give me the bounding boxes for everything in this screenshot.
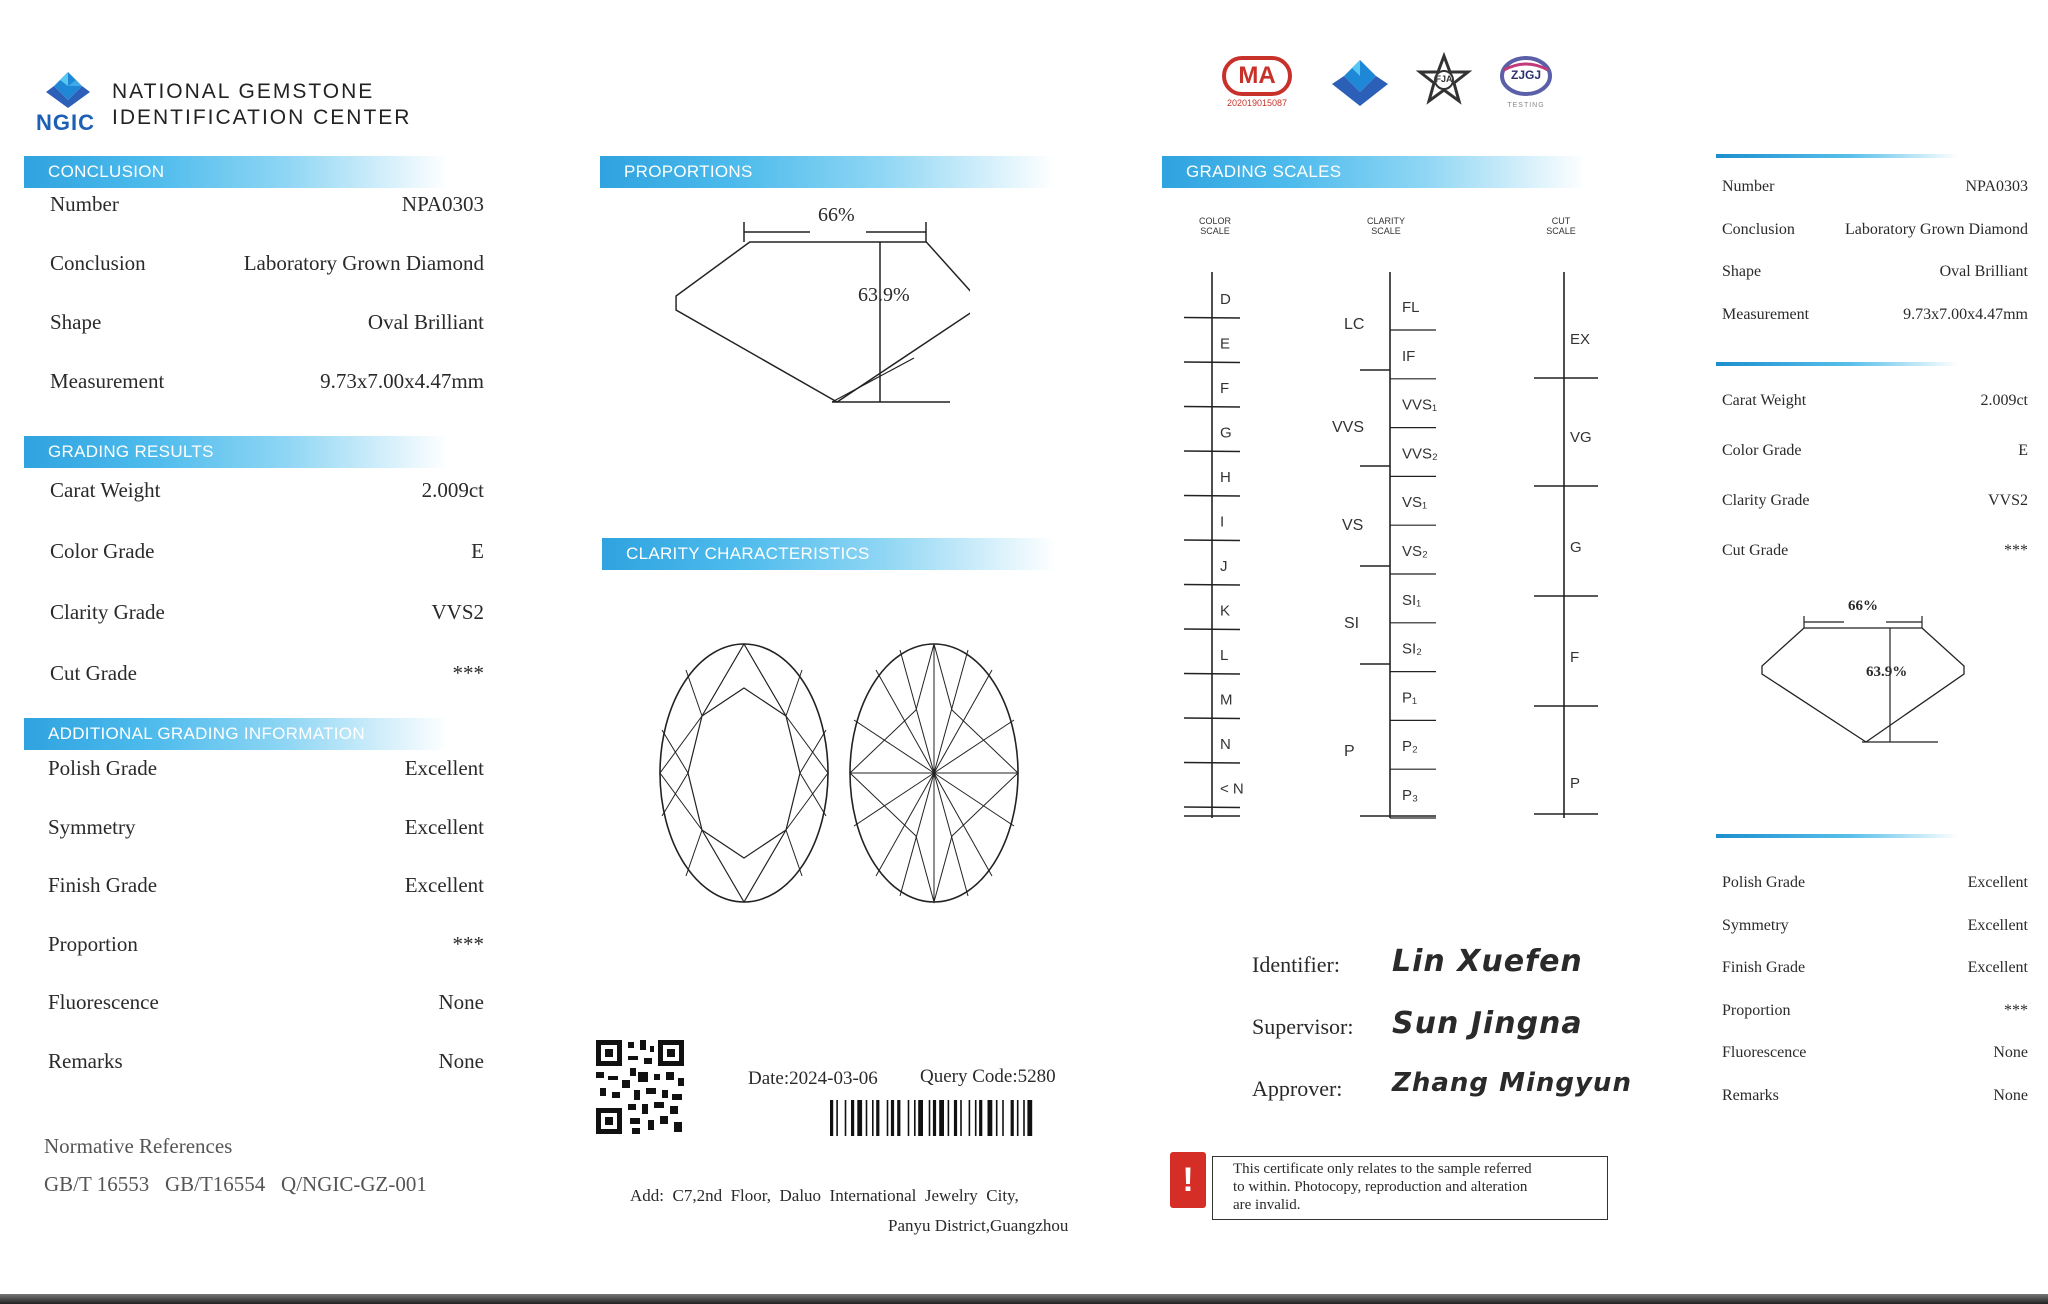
additional-row — [48, 756, 484, 781]
summary-rule-3 — [1716, 834, 1958, 838]
cut-grade-label: F — [1570, 649, 1580, 666]
issue-date: Date:2024-03-06 — [748, 1068, 878, 1089]
signature-role: Identifier: — [1252, 952, 1340, 977]
summary-rule-1 — [1716, 154, 1958, 158]
barcode-bar — [876, 1100, 879, 1136]
conclusion-label: Measurement — [50, 369, 165, 393]
clarity-grade-label: P₃ — [1402, 787, 1419, 804]
color-scale-title — [1190, 216, 1240, 236]
cut-grade-label: VG — [1570, 429, 1592, 446]
summary-grading-value: 2.009ct — [1980, 392, 2028, 409]
qr-code[interactable] — [594, 1038, 686, 1136]
barcode-bar — [975, 1100, 977, 1136]
summary-grading-label: Cut Grade — [1722, 542, 1789, 559]
clarity-scale-title-line2: SCALE — [1371, 226, 1401, 236]
clarity-scale-title — [1356, 216, 1416, 236]
color-scale-tick — [1184, 496, 1240, 497]
barcode-bar — [845, 1100, 847, 1136]
clarity-characteristics-heading: CLARITY CHARACTERISTICS — [602, 538, 1056, 570]
clarity-grade-label: FL — [1402, 299, 1420, 316]
additional-row — [48, 873, 484, 898]
cut-grade-label: EX — [1570, 331, 1591, 348]
cut-scale-title-line1: CUT — [1551, 216, 1571, 226]
color-grade-label: < N — [1220, 780, 1244, 798]
barcode-bar — [948, 1100, 950, 1136]
summary-grading-row — [1722, 542, 2028, 560]
barcode-bar — [933, 1100, 936, 1136]
summary-conclusion-label: Shape — [1722, 263, 1762, 280]
grading-scales-svg — [1170, 266, 1610, 826]
summary-additional-label: Proportion — [1722, 1001, 1791, 1019]
clarity-group-label: P — [1344, 743, 1355, 760]
summary-conclusion-label: Number — [1722, 178, 1775, 195]
barcode-bar — [836, 1100, 838, 1136]
clarity-grade-label: P₁ — [1402, 689, 1418, 707]
proportion-profile-icon — [1758, 602, 1968, 752]
summary-additional-label: Finish Grade — [1722, 959, 1806, 976]
clarity-grade-label: P₂ — [1402, 738, 1418, 756]
notice-line3: are invalid. — [1233, 1197, 1301, 1213]
color-grade-label: H — [1220, 469, 1231, 486]
clarity-group-label: VS — [1342, 517, 1364, 534]
query-code: Query Code:5280 — [920, 1066, 1056, 1087]
color-grade-label: M — [1220, 691, 1233, 709]
color-grade-label: N — [1220, 736, 1231, 753]
additional-label: Proportion — [48, 931, 138, 956]
barcode-bar — [851, 1100, 854, 1136]
summary-proportion-diagram — [1758, 598, 1968, 752]
color-scale-title-line2: SCALE — [1200, 226, 1230, 236]
barcode-bar — [830, 1100, 833, 1136]
testing-text: TESTING — [1507, 102, 1545, 109]
address-line2: Panyu District,Guangzhou — [888, 1216, 1069, 1235]
barcode-bar — [988, 1100, 993, 1136]
additional-row — [48, 815, 484, 840]
summary-conclusion-row — [1722, 306, 2028, 324]
color-scale-tick — [1184, 540, 1240, 541]
normative-refs: GB/T 16553 GB/T16554 Q/NGIC-GZ-001 — [44, 1172, 427, 1196]
summary-additional-label: Polish Grade — [1722, 874, 1806, 891]
org-name-line1: NATIONAL GEMSTONE — [112, 80, 375, 103]
color-scale-tick — [1184, 318, 1240, 319]
signature-name: Sun Jingna — [1392, 1006, 1583, 1041]
color-grade-label: E — [1220, 335, 1231, 353]
clarity-scale-title-line1: CLARITY — [1366, 216, 1405, 226]
summary-additional-value: Excellent — [1967, 874, 2028, 891]
clarity-grade-label: SI₁ — [1402, 591, 1422, 609]
grading-value: *** — [452, 661, 484, 685]
clarity-grade-label: IF — [1402, 347, 1416, 365]
barcode-bar — [1017, 1100, 1019, 1136]
color-grade-label: K — [1220, 602, 1231, 620]
additional-value: None — [438, 990, 484, 1015]
color-grade-label: G — [1220, 424, 1232, 442]
grading-label: Color Grade — [50, 539, 155, 563]
color-grade-label: I — [1220, 513, 1225, 531]
summary-additional-row — [1722, 917, 2028, 935]
org-abbr: NGIC — [36, 110, 95, 135]
color-scale-tick — [1184, 718, 1240, 719]
cut-grade-label: G — [1570, 539, 1582, 556]
summary-grading-row — [1722, 392, 2028, 410]
summary-additional-label: Symmetry — [1722, 916, 1789, 934]
additional-row — [48, 1049, 484, 1074]
grading-label: Carat Weight — [50, 478, 161, 502]
diamond-logo-icon — [36, 70, 100, 110]
barcode-bar — [918, 1100, 923, 1136]
address-line1: Add: C7,2nd Floor, Daluo International Jewelry City, — [630, 1186, 1019, 1205]
summary-conclusion-value: Laboratory Grown Diamond — [1844, 220, 2028, 238]
color-scale-tick — [1184, 807, 1240, 808]
additional-value: Excellent — [404, 756, 484, 780]
summary-additional-value: *** — [2004, 1001, 2028, 1019]
summary-additional-row — [1722, 1002, 2028, 1020]
clarity-grade-label: VS₁ — [1402, 494, 1428, 512]
zjgj-logo — [1496, 54, 1556, 114]
summary-grading-label: Color Grade — [1722, 442, 1802, 459]
conclusion-heading: CONCLUSION — [24, 156, 448, 188]
grading-row — [50, 539, 484, 564]
summary-additional-label: Fluorescence — [1722, 1044, 1807, 1061]
ngic-logo — [36, 70, 100, 135]
clarity-grade-label: SI₂ — [1402, 640, 1422, 658]
grading-value: 2.009ct — [421, 478, 484, 502]
color-scale-tick — [1184, 674, 1240, 675]
grading-scales-chart — [1170, 266, 1610, 826]
barcode-bar — [891, 1100, 894, 1136]
fja-logo — [1416, 52, 1472, 108]
summary-rule-2 — [1716, 362, 1958, 366]
summary-grading-value: *** — [2004, 542, 2028, 559]
clarity-plot-crown — [656, 640, 832, 906]
additional-value: None — [438, 1049, 484, 1073]
conclusion-row — [50, 310, 484, 335]
summary-grading-label: Clarity Grade — [1722, 492, 1810, 509]
barcode-bar — [897, 1100, 900, 1136]
cut-grade-label: P — [1570, 775, 1581, 792]
clarity-grade-label: VS₂ — [1402, 543, 1428, 560]
summary-additional-value: Excellent — [1967, 959, 2028, 976]
additional-label: Symmetry — [48, 814, 136, 839]
grading-value: E — [471, 539, 484, 563]
summary-conclusion-value: Oval Brilliant — [1939, 263, 2028, 280]
color-grade-label: D — [1220, 291, 1231, 308]
summary-grading-label: Carat Weight — [1722, 392, 1807, 409]
summary-conclusion-value: NPA0303 — [1965, 178, 2028, 195]
summary-grading-value: VVS2 — [1987, 492, 2028, 509]
summary-conclusion-label: Measurement — [1722, 305, 1810, 323]
fja-text: FJA — [1435, 74, 1453, 84]
barcode-bar — [960, 1100, 962, 1136]
conclusion-label: Shape — [50, 310, 102, 334]
zjgj-text: ZJGJ — [1510, 68, 1541, 82]
barcode-bar — [954, 1100, 957, 1136]
qr-code-icon — [594, 1038, 686, 1136]
conclusion-value: NPA0303 — [401, 192, 484, 216]
summary-additional-label: Remarks — [1722, 1086, 1779, 1104]
barcode-bar — [969, 1100, 971, 1136]
color-grade-label: L — [1220, 647, 1229, 664]
grading-row — [50, 600, 484, 625]
barcode-bar — [1023, 1100, 1025, 1136]
cma-mark: MA — [1238, 62, 1276, 89]
oval-pavilion-view-icon — [846, 640, 1022, 906]
additional-label: Fluorescence — [48, 990, 159, 1015]
color-scale-tick — [1184, 585, 1240, 586]
summary-conclusion-row — [1722, 221, 2028, 239]
color-scale-tick — [1184, 451, 1240, 452]
barcode-bar — [887, 1100, 889, 1136]
additional-label: Polish Grade — [48, 756, 158, 780]
summary-depth-percent: 63.9% — [1866, 664, 1908, 680]
barcode-bar — [866, 1100, 868, 1136]
summary-grading-row — [1722, 442, 2028, 460]
additional-row — [48, 932, 484, 957]
cma-number: 202019015087 — [1226, 98, 1288, 108]
clarity-group-label: LC — [1344, 316, 1365, 333]
conclusion-value: 9.73x7.00x4.47mm — [320, 369, 484, 393]
signature-role: Supervisor: — [1252, 1014, 1354, 1039]
additional-value: *** — [452, 931, 484, 956]
additional-value: Excellent — [404, 814, 484, 839]
color-grade-label: F — [1220, 380, 1230, 397]
additional-label: Remarks — [48, 1049, 123, 1073]
color-scale-tick — [1184, 362, 1240, 363]
conclusion-row — [50, 192, 484, 217]
depth-percent: 63.9% — [858, 284, 910, 306]
notice-line1: This certificate only relates to the sample referred — [1233, 1161, 1532, 1177]
color-scale-tick — [1184, 407, 1240, 408]
grading-label: Cut Grade — [50, 661, 137, 685]
diamond-logo-icon — [1328, 56, 1392, 110]
additional-value: Excellent — [404, 873, 484, 898]
color-scale-tick — [1184, 763, 1240, 764]
additional-row — [48, 990, 484, 1015]
clarity-grade-label: VVS₂ — [1402, 445, 1438, 463]
additional-label: Finish Grade — [48, 873, 158, 898]
org-name-line2: IDENTIFICATION CENTER — [112, 106, 412, 129]
grading-row — [50, 478, 484, 503]
signature-role: Approver: — [1252, 1076, 1343, 1101]
summary-additional-row — [1722, 1087, 2028, 1105]
summary-additional-value: None — [1993, 1044, 2028, 1061]
grading-scales-heading: GRADING SCALES — [1162, 156, 1586, 188]
table-percent: 66% — [818, 204, 855, 226]
clarity-grade-label: VVS₁ — [1402, 396, 1438, 414]
summary-additional-value: Excellent — [1967, 916, 2028, 934]
barcode-bar — [1011, 1100, 1014, 1136]
clarity-plot-pavilion — [846, 640, 1022, 906]
grading-value: VVS2 — [431, 600, 484, 624]
exclamation-icon: ! — [1182, 1161, 1194, 1199]
color-scale-title-line1: COLOR — [1198, 216, 1231, 226]
conclusion-row — [50, 251, 484, 276]
notice-line2: to within. Photocopy, reproduction and alteration — [1233, 1179, 1528, 1195]
grading-row — [50, 661, 484, 686]
proportion-profile-icon — [670, 200, 970, 420]
summary-additional-row — [1722, 1044, 2028, 1062]
cut-scale-title-line2: SCALE — [1546, 226, 1576, 236]
signature-name: Lin Xuefen — [1392, 944, 1583, 979]
notice-box — [1212, 1156, 1608, 1220]
barcode-bar — [914, 1100, 916, 1136]
barcode-bar — [908, 1100, 910, 1136]
barcode-bar — [872, 1100, 874, 1136]
conclusion-label: Number — [50, 192, 119, 216]
grading-label: Clarity Grade — [50, 600, 165, 624]
bottom-edge — [0, 1294, 2048, 1304]
notice-icon — [1170, 1152, 1206, 1208]
summary-conclusion-row — [1722, 178, 2028, 196]
summary-conclusion-value: 9.73x7.00x4.47mm — [1903, 305, 2028, 323]
proportion-diagram — [670, 200, 970, 420]
oval-crown-view-icon — [656, 640, 832, 906]
summary-table-percent: 66% — [1848, 598, 1878, 614]
barcode-bar — [939, 1100, 944, 1136]
barcode-icon — [830, 1098, 1074, 1138]
barcode-bar — [857, 1100, 862, 1136]
conclusion-row — [50, 369, 484, 394]
summary-grading-value: E — [2018, 442, 2028, 459]
conclusion-label: Conclusion — [50, 251, 146, 275]
normative-title: Normative References — [44, 1134, 233, 1158]
barcode-bar — [1027, 1100, 1032, 1136]
signature-name: Zhang Mingyun — [1392, 1068, 1632, 1098]
proportions-heading: PROPORTIONS — [600, 156, 1054, 188]
barcode-bar — [1002, 1100, 1004, 1136]
conclusion-value: Oval Brilliant — [367, 310, 484, 334]
summary-additional-value: None — [1993, 1086, 2028, 1104]
summary-grading-row — [1722, 492, 2028, 510]
color-scale-tick — [1184, 629, 1240, 630]
cut-scale-title — [1536, 216, 1586, 236]
barcode — [830, 1098, 1074, 1138]
grading-results-heading: GRADING RESULTS — [24, 436, 448, 468]
clarity-group-label: SI — [1344, 615, 1360, 632]
ngic-small-logo — [1328, 56, 1392, 110]
summary-additional-row — [1722, 959, 2028, 977]
summary-additional-row — [1722, 874, 2028, 892]
additional-heading: ADDITIONAL GRADING INFORMATION — [24, 718, 448, 750]
barcode-bar — [979, 1100, 982, 1136]
color-grade-label: J — [1220, 558, 1228, 575]
summary-conclusion-row — [1722, 263, 2028, 281]
summary-conclusion-label: Conclusion — [1722, 220, 1795, 238]
barcode-bar — [996, 1100, 998, 1136]
clarity-group-label: VVS — [1332, 419, 1365, 436]
barcode-bar — [929, 1100, 931, 1136]
conclusion-value: Laboratory Grown Diamond — [243, 251, 484, 275]
cma-logo — [1218, 54, 1296, 114]
